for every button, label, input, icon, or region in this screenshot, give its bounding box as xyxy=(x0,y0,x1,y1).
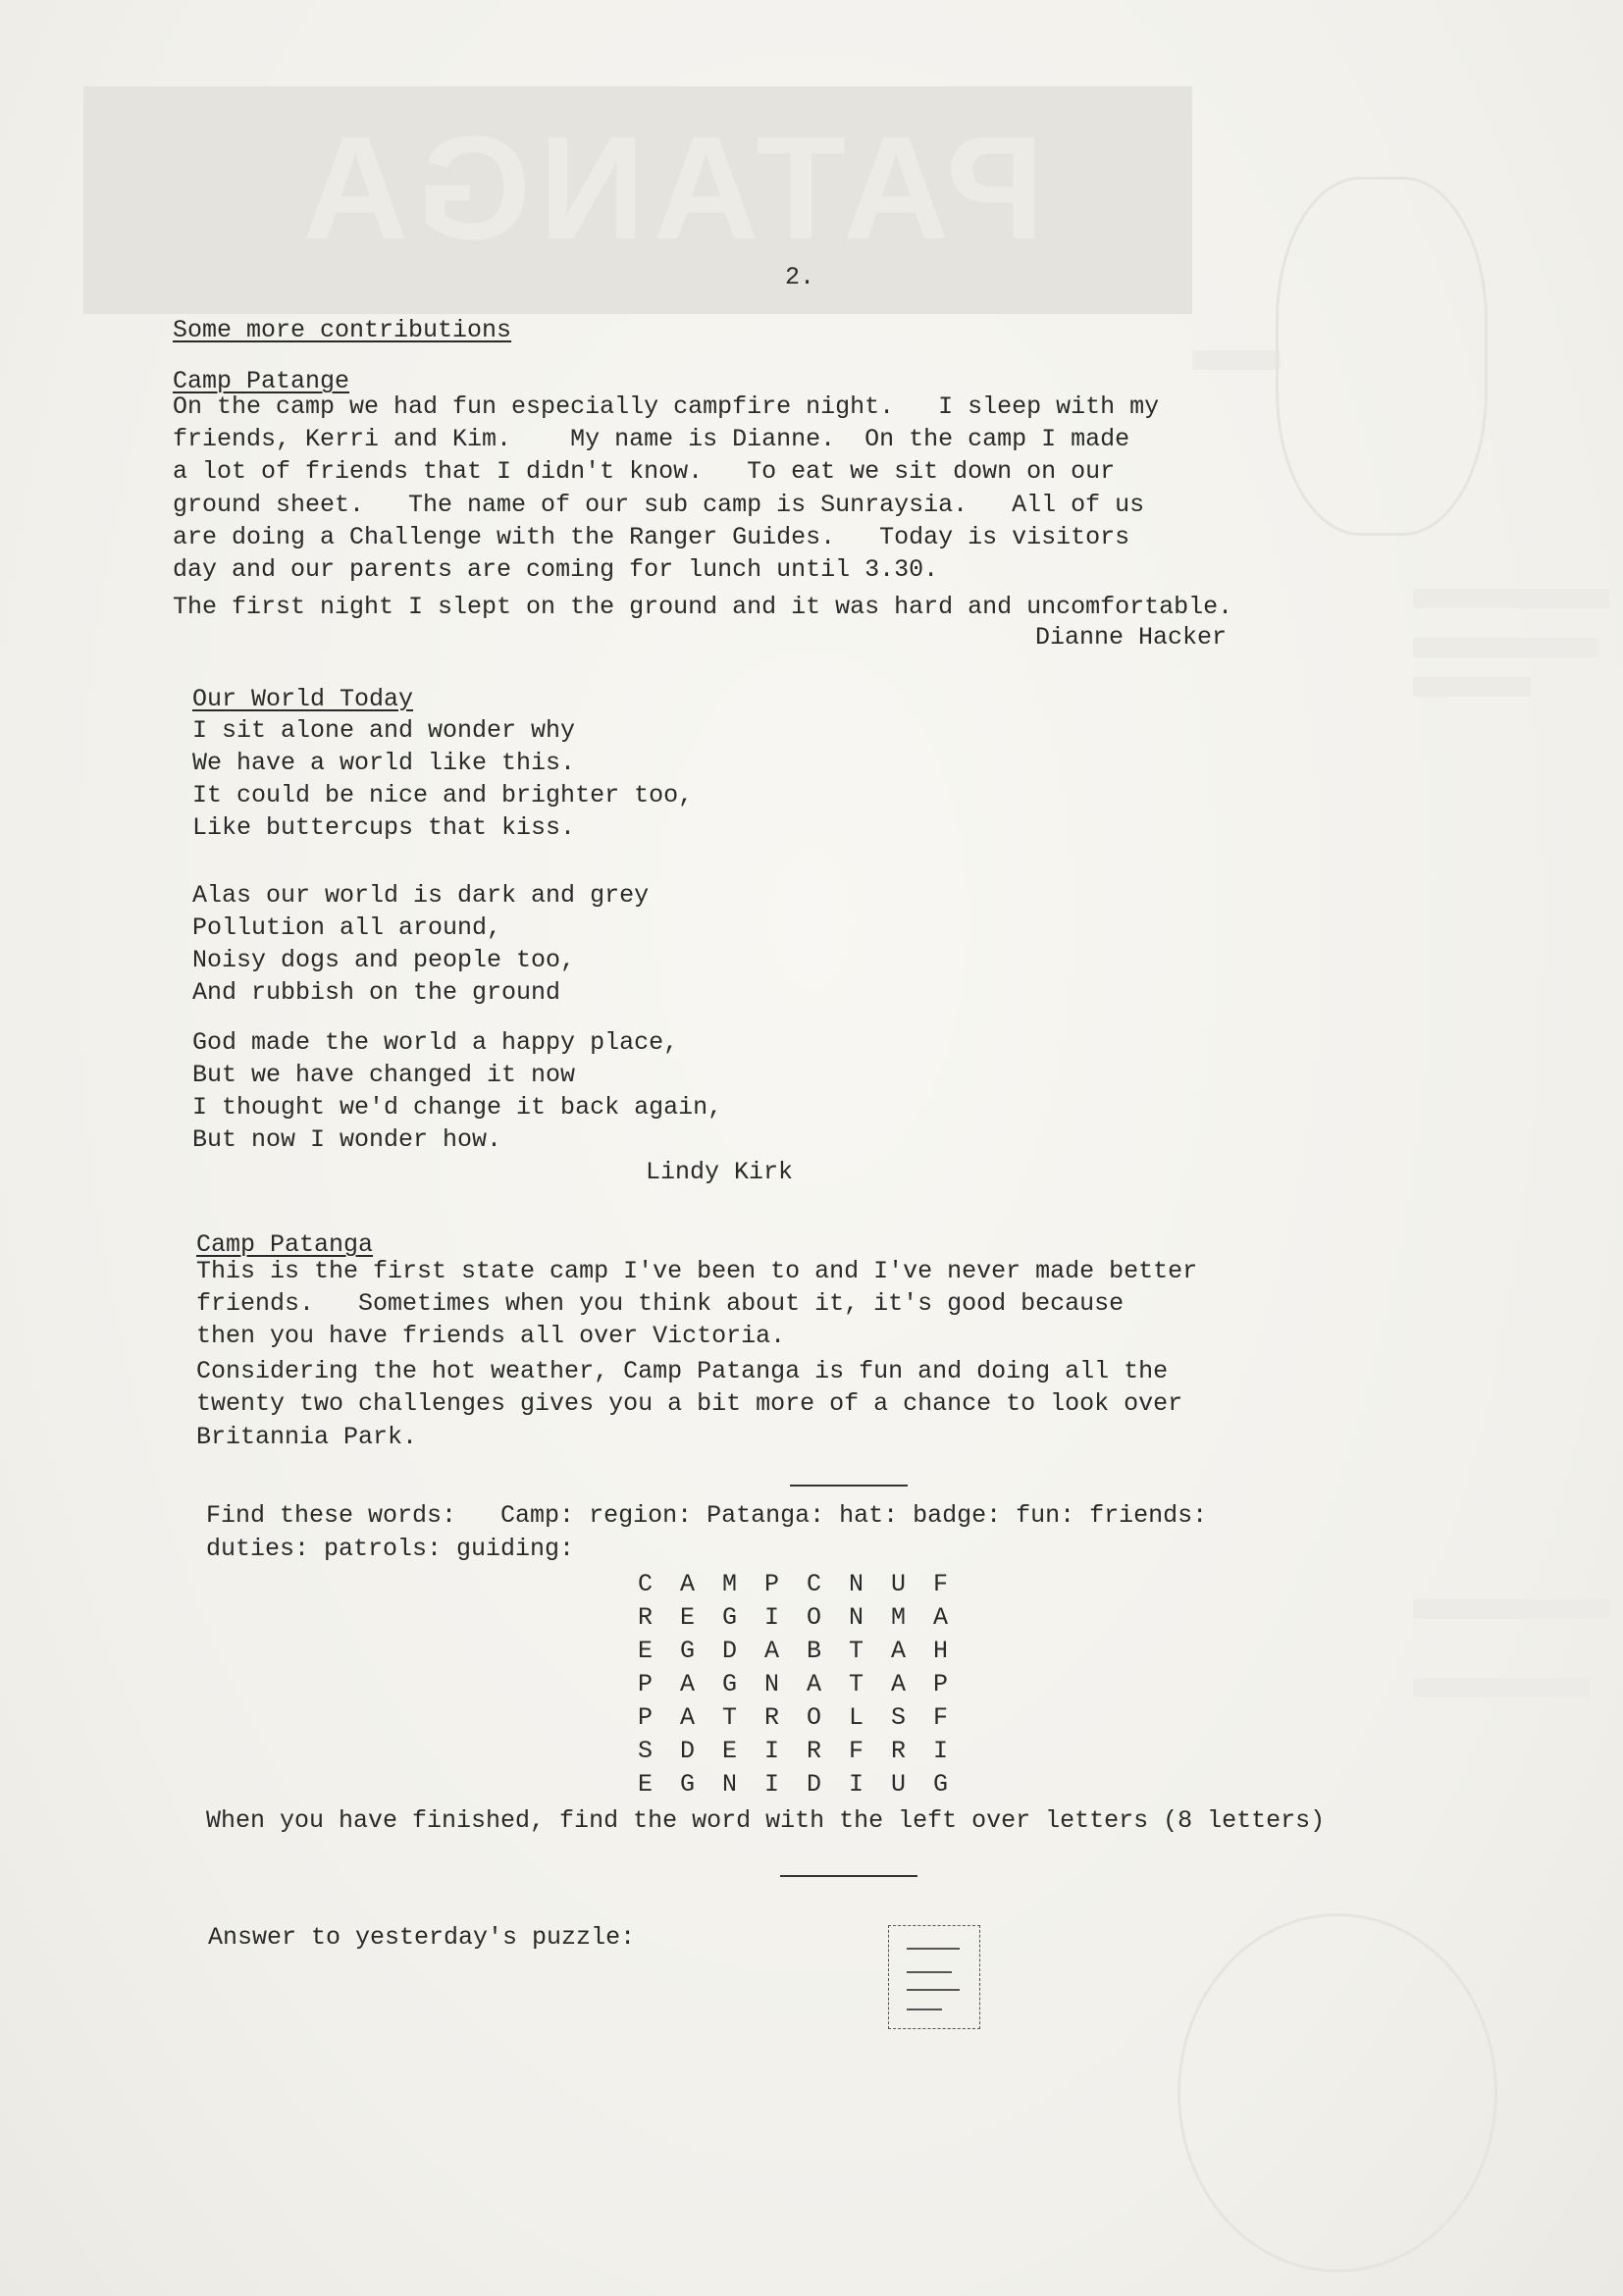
answer-box-line xyxy=(907,2009,942,2010)
poem-line: But we have changed it now xyxy=(192,1061,576,1089)
puzzle-grid-row: E G N I D I U G xyxy=(638,1770,955,1799)
faded-masthead-logo: PATANGA xyxy=(294,105,1045,270)
poem-line: God made the world a happy place, xyxy=(192,1028,679,1057)
faded-sketch-illustration xyxy=(1276,177,1488,536)
poem-line: Like buttercups that kiss. xyxy=(192,813,576,842)
poem-line: Alas our world is dark and grey xyxy=(192,881,650,910)
faded-bleed-line xyxy=(1413,589,1609,608)
faded-bleed-line xyxy=(1413,638,1599,657)
divider-line xyxy=(790,1485,908,1487)
poem-line: I sit alone and wonder why xyxy=(192,716,576,745)
contribution-line: Considering the hot weather, Camp Patanga is fun and doing all the xyxy=(196,1357,1169,1385)
contribution-line: Britannia Park. xyxy=(196,1423,418,1451)
poem-line: We have a world like this. xyxy=(192,749,576,777)
poem-line: Pollution all around, xyxy=(192,913,502,942)
poem-line: It could be nice and brighter too, xyxy=(192,781,694,809)
contribution-line: ground sheet. The name of our sub camp is Sunraysia. All of us xyxy=(173,491,1145,519)
page-number: 2. xyxy=(785,263,815,291)
answer-label: Answer to yesterday's puzzle: xyxy=(208,1923,636,1952)
answer-box-line xyxy=(907,1971,952,1973)
puzzle-instruction: Find these words: Camp: region: Patanga: hat: badge: fun: friends: xyxy=(206,1501,1208,1530)
divider-line xyxy=(780,1875,917,1877)
contribution-line: twenty two challenges gives you a bit more of a chance to look over xyxy=(196,1389,1183,1418)
faded-bleed-line xyxy=(1413,1678,1590,1697)
contribution-line: This is the first state camp I've been to and I've never made better xyxy=(196,1257,1198,1285)
contribution-line: The first night I slept on the ground and it was hard and uncomfortable. xyxy=(173,593,1233,621)
contribution-line: a lot of friends that I didn't know. To eat we sit down on our xyxy=(173,457,1116,486)
contribution-title: Camp Patange xyxy=(173,367,350,395)
poem-line: And rubbish on the ground xyxy=(192,978,561,1007)
answer-box xyxy=(888,1925,980,2029)
faded-bleed-line xyxy=(1413,677,1531,697)
puzzle-grid-row: R E G I O N M A xyxy=(638,1603,955,1632)
contribution-line: day and our parents are coming for lunch until 3.30. xyxy=(173,555,939,584)
poem-line: But now I wonder how. xyxy=(192,1125,502,1154)
contribution-line: friends, Kerri and Kim. My name is Dianne. On the camp I made xyxy=(173,425,1130,453)
poem-line: Noisy dogs and people too, xyxy=(192,946,576,974)
puzzle-finish-instruction: When you have finished, find the word with the left over letters (8 letters) xyxy=(206,1806,1326,1835)
puzzle-grid-row: S D E I R F R I xyxy=(638,1737,955,1765)
contribution-line: On the camp we had fun especially campfire night. I sleep with my xyxy=(173,392,1160,421)
puzzle-grid-row: E G D A B T A H xyxy=(638,1637,955,1665)
contribution-line: friends. Sometimes when you think about it, it's good because xyxy=(196,1289,1125,1318)
answer-box-line xyxy=(907,1948,960,1950)
poem-title: Our World Today xyxy=(192,685,414,713)
faded-sketch-illustration xyxy=(1178,1913,1497,2272)
contribution-line: are doing a Challenge with the Ranger Guides. Today is visitors xyxy=(173,523,1130,551)
puzzle-grid-row: C A M P C N U F xyxy=(638,1570,955,1598)
faded-bleed-line xyxy=(1192,350,1281,370)
poem-line: I thought we'd change it back again, xyxy=(192,1093,723,1122)
section-title: Some more contributions xyxy=(173,316,512,344)
author-signature: Dianne Hacker xyxy=(1035,623,1228,652)
contribution-title: Camp Patanga xyxy=(196,1230,374,1259)
author-signature: Lindy Kirk xyxy=(646,1158,794,1186)
answer-box-line xyxy=(907,1989,960,1991)
puzzle-instruction: duties: patrols: guiding: xyxy=(206,1535,575,1563)
puzzle-grid-row: P A G N A T A P xyxy=(638,1670,955,1698)
puzzle-grid-row: P A T R O L S F xyxy=(638,1703,955,1732)
faded-bleed-line xyxy=(1413,1599,1609,1619)
contribution-line: then you have friends all over Victoria. xyxy=(196,1322,786,1350)
